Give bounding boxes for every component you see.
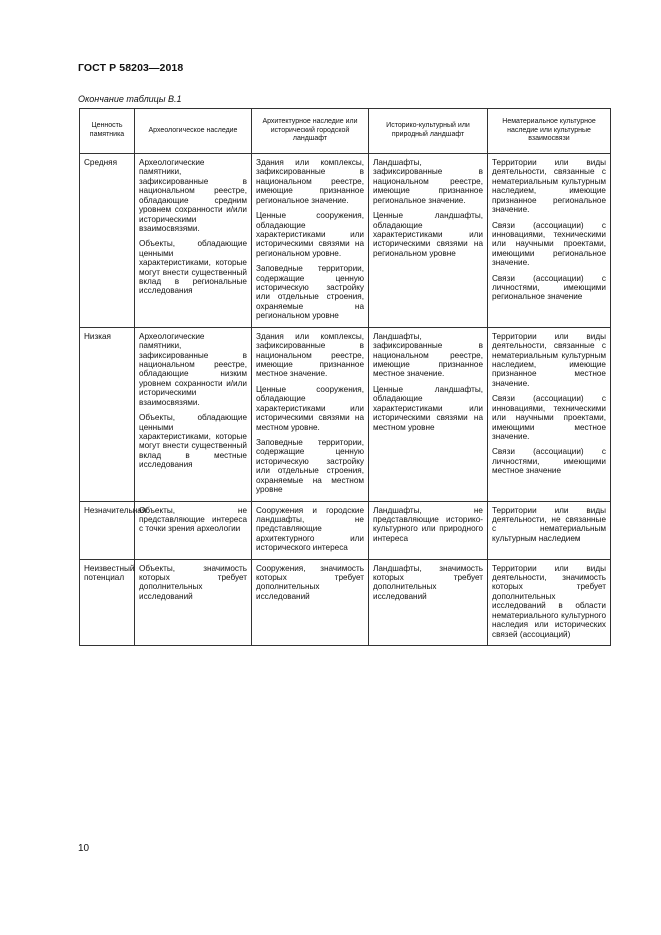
column-header-landscape: Историко-культурный или природный ландшафт <box>369 109 488 154</box>
table-row <box>80 501 611 559</box>
cell-paragraph: Объекты, значимость которых требует дополнительных исследований <box>139 563 247 601</box>
cell-paragraph: Археологические памятники, зафиксированные в национальном реестре, обладающие средним уровнем сохранности и/или историческими взаимосвязями. <box>139 158 247 233</box>
value-cell: Низкая <box>80 327 135 501</box>
table-header-row <box>80 109 611 154</box>
significance-table <box>79 108 611 646</box>
cell-paragraph: Связи (ассоциации) с инновациями, техническими или научными проектами, имеющими местное значение. <box>492 394 606 441</box>
cell-paragraph: Ландшафты, зафиксированные в национальном реестре, имеющие признанное местное значение. <box>373 331 483 379</box>
document-number: ГОСТ Р 58203—2018 <box>78 62 184 74</box>
landscape-cell <box>369 559 488 645</box>
cell-paragraph: Ценные ландшафты, обладающие характеристиками или историческими связями на региональном уровне <box>373 211 483 258</box>
value-cell: Средняя <box>80 154 135 328</box>
cell-paragraph: Ценные сооружения, обладающие характеристиками или историческими связями на местном уровне. <box>256 384 364 432</box>
value-cell: Неизвестный потенциал <box>80 559 135 645</box>
cell-paragraph: Связи (ассоциации) с личностями, имеющими региональное значение <box>492 273 606 302</box>
architecture-cell <box>252 154 369 328</box>
intangible-cell <box>488 327 611 501</box>
cell-paragraph: Заповедные территории, содержащие ценную историческую застройку или отдельные строения, охраняемые на региональном уровне <box>256 264 364 321</box>
cell-paragraph: Ценные ландшафты, обладающие характеристиками или историческими связями на местном уровне <box>373 384 483 432</box>
cell-paragraph: Здания или комплексы, зафиксированные в национальном реестре, имеющие признанное региональное значение. <box>256 158 364 205</box>
table-row <box>80 154 611 328</box>
landscape-cell <box>369 154 488 328</box>
cell-paragraph: Территории или виды деятельности, связанные с нематериальным культурным наследием, имеющие признанное региональное значение. <box>492 158 606 215</box>
intangible-cell <box>488 559 611 645</box>
cell-paragraph: Ландшафты, не представляющие историко-культурного или природного интереса <box>373 505 483 543</box>
table-row <box>80 327 611 501</box>
architecture-cell <box>252 327 369 501</box>
value-cell: Незначительная <box>80 501 135 559</box>
cell-paragraph: Заповедные территории, содержащие ценную историческую застройку или отдельные строения, охраняемые на местном уровне <box>256 437 364 495</box>
intangible-cell <box>488 501 611 559</box>
cell-paragraph: Территории или виды деятельности, значимость которых требует дополнительных исследований в области нематериального культурного наследия или исторических связей (ассоциаций) <box>492 563 606 639</box>
archaeology-cell <box>135 327 252 501</box>
column-header-archaeology: Археологическое наследие <box>135 109 252 154</box>
cell-paragraph: Ценные сооружения, обладающие характеристиками или историческими связями на региональном уровне. <box>256 211 364 258</box>
cell-paragraph: Территории или виды деятельности, связанные с нематериальным культурным наследием, имеющие признанное местное значение. <box>492 331 606 388</box>
archaeology-cell <box>135 501 252 559</box>
column-header-intangible: Нематериальное культурное наследие или культурные взаимосвязи <box>488 109 611 154</box>
table-caption: Окончание таблицы В.1 <box>78 94 182 104</box>
cell-paragraph: Сооружения, значимость которых требует дополнительных исследований <box>256 563 364 601</box>
cell-paragraph: Объекты, обладающие ценными характеристиками, которые могут внести существенный вклад в местные исследования <box>139 413 247 470</box>
landscape-cell <box>369 501 488 559</box>
cell-paragraph: Связи (ассоциации) с инновациями, техническими или научными проектами, имеющими региональное значение. <box>492 220 606 268</box>
architecture-cell <box>252 559 369 645</box>
cell-paragraph: Здания или комплексы, зафиксированные в национальном реестре, имеющие признанное местное значение. <box>256 331 364 379</box>
cell-paragraph: Объекты, не представляющие интереса с точки зрения археологии <box>139 505 247 534</box>
cell-paragraph: Связи (ассоциации) с личностями, имеющими местное значение <box>492 447 606 476</box>
architecture-cell <box>252 501 369 559</box>
cell-paragraph: Сооружения и городские ландшафты, не представляющие архитектурного или исторического интереса <box>256 505 364 553</box>
cell-paragraph: Археологические памятники, зафиксированные в национальном реестре, обладающие низким уровнем сохранности и/или историческими взаимосвязями. <box>139 331 247 407</box>
cell-paragraph: Территории или виды деятельности, не связанные с нематериальным культурным наследием <box>492 505 606 543</box>
intangible-cell <box>488 154 611 328</box>
cell-paragraph: Объекты, обладающие ценными характеристиками, которые могут внести существенный вклад в региональные исследования <box>139 239 247 296</box>
page-number: 10 <box>78 843 90 854</box>
archaeology-cell <box>135 154 252 328</box>
cell-paragraph: Ландшафты, значимость которых требует дополнительных исследований <box>373 563 483 601</box>
archaeology-cell <box>135 559 252 645</box>
table-row <box>80 559 611 645</box>
cell-paragraph: Ландшафты, зафиксированные в национальном реестре, имеющие признанное региональное значение. <box>373 158 483 205</box>
column-header-architecture: Архитектурное наследие или исторический городской ландшафт <box>252 109 369 154</box>
column-header-value: Ценность памятника <box>80 109 135 154</box>
landscape-cell <box>369 327 488 501</box>
